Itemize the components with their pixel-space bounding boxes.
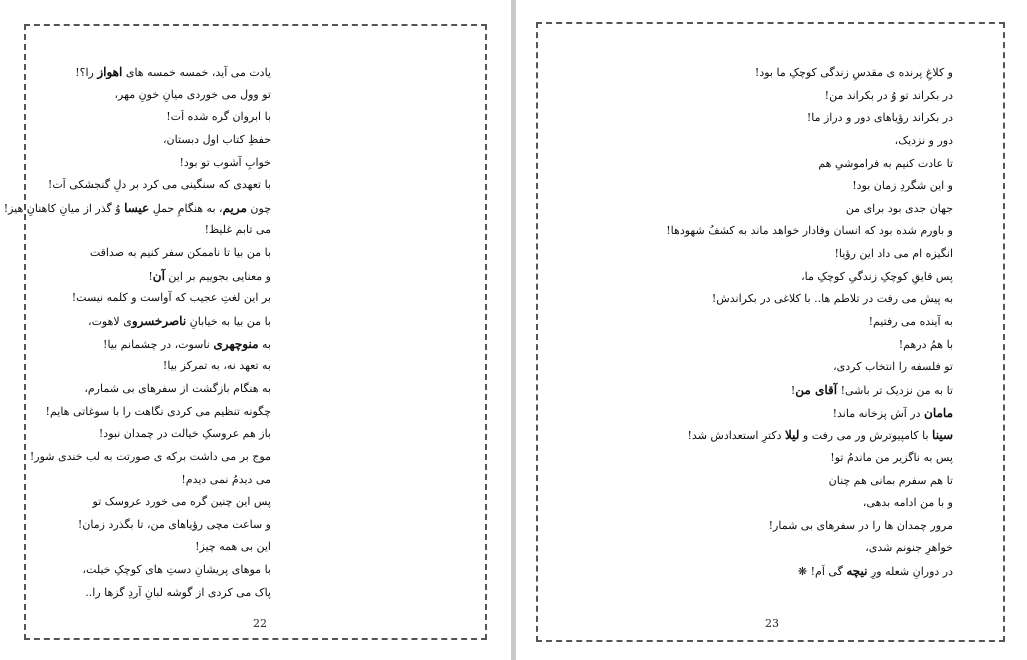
line-text: این بی همه چیز! xyxy=(195,540,271,554)
line-text: با موهای پریشانِ دستِ های کوچکِ خیلت، xyxy=(82,563,271,577)
line-text: ، به هنگامِ حملِ xyxy=(149,201,223,215)
poem-line xyxy=(11,61,271,84)
right-page xyxy=(516,0,1027,660)
line-text: یادت می آید، خمسه خمسه های xyxy=(122,66,271,79)
poem-line xyxy=(11,559,271,582)
line-text: باز هم عروسکِ خیالت در چمدان نبود! xyxy=(98,427,271,441)
line-text: جهان جدی بود برای من xyxy=(845,201,953,215)
line-text: انگیزه ام می داد این رؤیا! xyxy=(834,247,953,261)
line-text: را؟! xyxy=(75,66,98,79)
poem-line xyxy=(11,219,271,242)
right-page-number: 23 xyxy=(765,617,779,630)
line-text: و این شگردِ زمان بود! xyxy=(852,179,953,193)
poem-line xyxy=(573,560,953,583)
bold-name: منوچهری xyxy=(213,336,259,351)
poem-line xyxy=(573,447,953,470)
poem-line xyxy=(573,356,953,379)
bold-name: سینا xyxy=(932,428,953,443)
line-text: در آش پزخانه ماند! xyxy=(832,406,925,420)
left-poem-text xyxy=(3,61,271,604)
poem-line xyxy=(11,152,271,175)
line-text: چون xyxy=(246,201,271,215)
poem-line xyxy=(573,334,953,357)
line-text: تا عادت کنیم به فراموشیِ هم xyxy=(818,156,953,170)
line-text: خوابِ آشوب تو بود! xyxy=(179,155,271,169)
poem-line xyxy=(573,288,953,311)
line-text: و ساعت مچی رؤیاهای من، تا بگذرد زمان! xyxy=(77,517,271,531)
poem-line xyxy=(573,537,953,560)
line-text: چگونه تنظیم می کردی نگاهت را با سوغاتی هایم! xyxy=(45,404,271,418)
line-text: می دیدمُ نمی دیدم! xyxy=(181,472,271,486)
line-text: ! xyxy=(790,383,796,397)
bold-name: نیچه xyxy=(846,564,868,579)
line-text: دکترِ استعدادش شد! xyxy=(687,429,785,443)
line-text: پس قایقِ کوچکِ زندگیِ کوچکِ ما، xyxy=(801,269,953,283)
poem-line xyxy=(573,107,953,130)
poem-line xyxy=(573,220,953,243)
poem-line xyxy=(11,491,271,514)
line-text: به پیش می رفت در تلاطم ها.. با کلاغی در بکراندش! xyxy=(711,292,953,306)
line-text: پس این چنین گره می خورد عروسک تو xyxy=(92,495,271,509)
poem-line xyxy=(3,197,271,220)
poem-line xyxy=(573,379,953,402)
poem-line xyxy=(11,401,271,424)
line-text: و با من ادامه بدهی، xyxy=(862,496,953,510)
line-text: ی لاهوت، xyxy=(88,315,132,329)
poem-line xyxy=(11,469,271,492)
line-text: بر این لغتِ عجیب که آواست و کلمه نیست! xyxy=(71,291,271,305)
line-text: و باورم شده بود که انسان وفادار خواهد ماند به کشفُ شهودها! xyxy=(666,224,953,238)
poem-line xyxy=(11,514,271,537)
line-text: تا به من نزدیک تر باشی! xyxy=(837,383,953,397)
line-text: تا هم سفرم بمانی هم چنان xyxy=(828,473,953,487)
poem-line xyxy=(573,153,953,176)
poem-line xyxy=(573,402,953,425)
poem-line xyxy=(573,85,953,108)
poem-line xyxy=(573,266,953,289)
poem-line xyxy=(573,424,953,447)
poem-line xyxy=(11,84,271,107)
line-text: با من بیا تا ناممکن سفر کنیم به صداقت xyxy=(89,246,271,260)
bold-name: مریم xyxy=(222,200,247,215)
bold-name: لیلا xyxy=(784,428,800,443)
line-text: به xyxy=(258,337,271,351)
line-text: گی اَم! ❋ xyxy=(797,565,847,579)
poem-line xyxy=(573,470,953,493)
poem-line xyxy=(573,198,953,221)
line-text: به آینده می رفتیم! xyxy=(868,315,953,329)
line-text: به تعهد نه، به تمرکز بیا! xyxy=(162,359,271,373)
line-text: با همُ درهم! xyxy=(898,337,953,351)
line-text: وُ گذر از میانِ کاهنانِ هیز! xyxy=(3,201,125,215)
poem-line xyxy=(11,106,271,129)
line-text: در دورانِ شعله ورِ xyxy=(867,565,953,579)
line-text: به هنگام بازگشت از سفرهای بی شمارم، xyxy=(84,381,271,395)
bold-name: مامان xyxy=(924,405,953,420)
poem-line xyxy=(573,243,953,266)
poem-line xyxy=(11,333,271,356)
right-poem-text xyxy=(573,62,953,583)
poem-line xyxy=(573,175,953,198)
left-page xyxy=(0,0,511,660)
bold-name: ناصرخسرو xyxy=(131,314,187,329)
line-text: با تعهدی که سنگینی می کرد بر دلِ گنجشکی اَت! xyxy=(47,178,271,192)
bold-name: عیسا xyxy=(124,200,150,215)
poem-line xyxy=(11,378,271,401)
line-text: ! xyxy=(148,269,153,283)
line-text: مرور چمدان ها را در سفرهای بی شمار! xyxy=(768,518,953,532)
poem-line xyxy=(573,492,953,515)
line-text: پاک می کردی از گوشه لبانِ آردِ گزها را.. xyxy=(85,585,271,599)
line-text: ناسوت، در چشمانم بیا! xyxy=(103,337,214,351)
poem-line xyxy=(573,130,953,153)
poem-line xyxy=(11,174,271,197)
line-text: پس به ناگزیر من ماندمُ تو! xyxy=(830,450,953,464)
line-text: با کامپیوترش ور می رفت و xyxy=(799,429,933,443)
poem-line xyxy=(573,311,953,334)
poem-line xyxy=(11,446,271,469)
poem-line xyxy=(11,536,271,559)
poem-line xyxy=(11,242,271,265)
line-text: با من بیا به خیابانِ xyxy=(186,315,271,329)
line-text: و کلاغِ پرنده ی مقدسِ زندگی کوچکِ ما بود! xyxy=(754,66,953,79)
line-text: با ابروان گره شده اَت! xyxy=(166,110,271,124)
line-text: در بکراند تو وُ در بکراند من! xyxy=(824,88,953,102)
bold-name: آقای من xyxy=(795,382,838,397)
poem-line xyxy=(11,582,271,605)
line-text: خواهرِ جنونم شدی، xyxy=(865,541,953,555)
poem-line xyxy=(11,355,271,378)
poem-line xyxy=(11,310,271,333)
line-text: تو وول می خوردی میانِ خونِ مهر، xyxy=(114,87,271,101)
line-text: و معنایی بجوییم بر این xyxy=(164,269,271,283)
bold-name: آن xyxy=(152,268,165,283)
line-text: می تابم غلیظ! xyxy=(204,223,271,237)
line-text: در بکراند رؤیاهای دور و دراز ما! xyxy=(806,111,953,125)
poem-line xyxy=(11,129,271,152)
poem-line xyxy=(573,62,953,85)
poem-line xyxy=(573,515,953,538)
line-text: دور و نزدیک، xyxy=(894,133,953,147)
poem-line xyxy=(11,265,271,288)
left-page-number: 22 xyxy=(253,617,267,630)
poem-line xyxy=(11,287,271,310)
bold-name: اهواز xyxy=(97,65,123,79)
line-text: موج بر می داشت برکه ی صورتت به لب خندی شور! xyxy=(29,449,271,463)
poem-line xyxy=(11,423,271,446)
line-text: تو فلسفه را انتخاب کردی، xyxy=(833,360,953,374)
line-text: حفظِ کتاب اول دبستان، xyxy=(163,132,271,146)
